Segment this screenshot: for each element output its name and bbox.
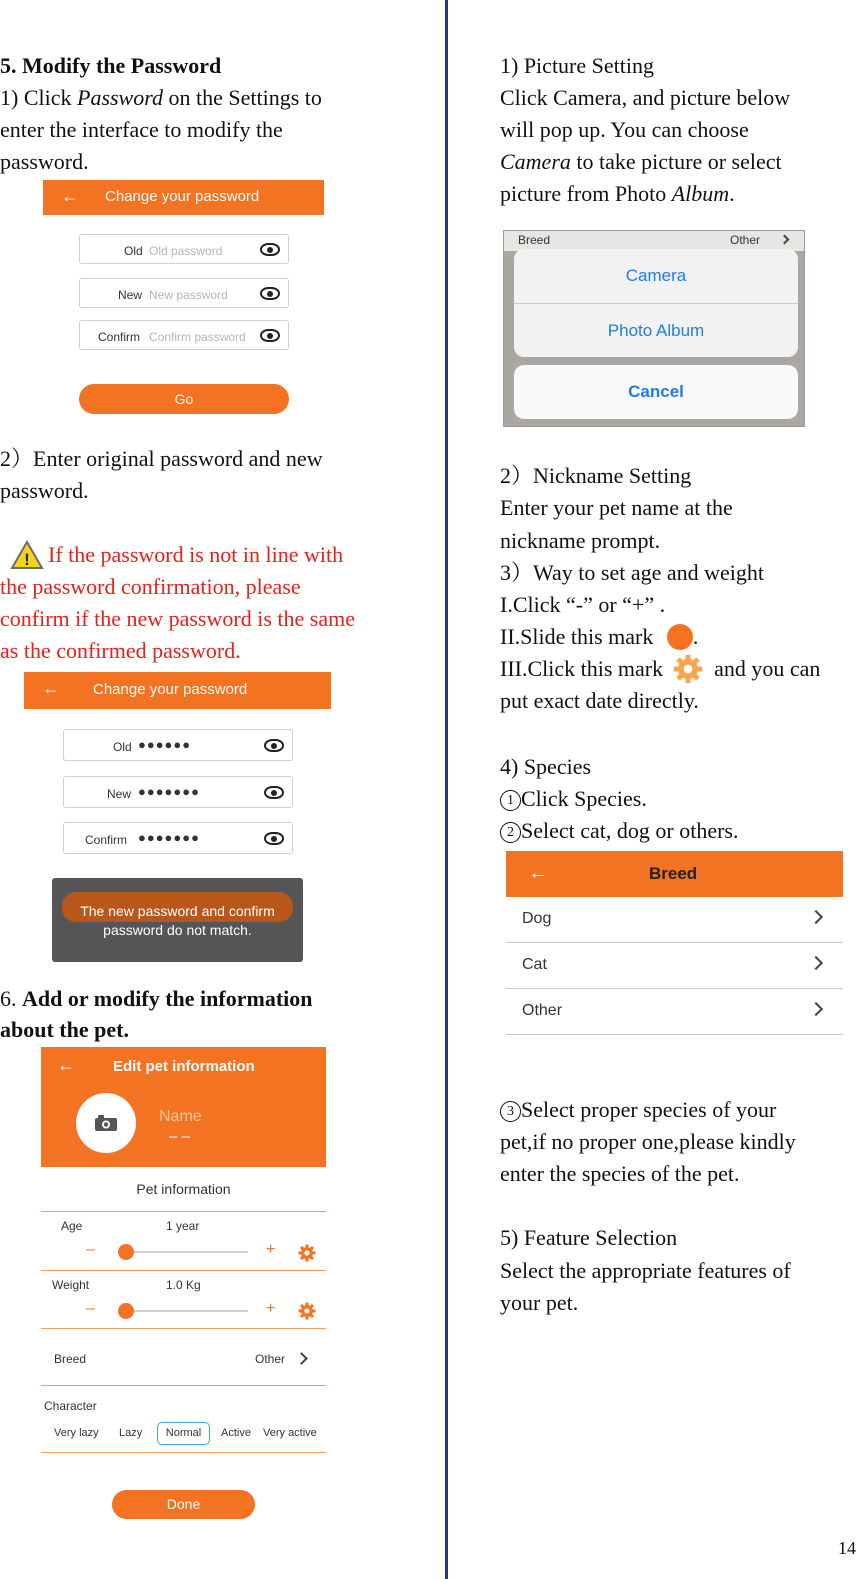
new-password-field[interactable] <box>63 776 293 808</box>
photo-action-sheet-screenshot <box>503 230 805 427</box>
warning-icon <box>10 540 44 570</box>
picture-setting-line-4: picture from Photo Album. <box>500 181 735 206</box>
photo-album-option[interactable]: Photo Album <box>607 321 705 340</box>
nickname-line-1: Enter your pet name at the <box>500 495 733 520</box>
eye-icon[interactable] <box>260 287 280 300</box>
back-arrow-icon[interactable]: ← <box>42 678 60 698</box>
chevron-right-icon <box>809 910 823 924</box>
background-breed-label: Breed <box>518 233 551 247</box>
age-weight-step-3-cont: put exact date directly. <box>500 688 699 713</box>
column-divider <box>445 0 448 1579</box>
page-number: 14 <box>838 1538 856 1558</box>
character-option-lazy[interactable]: Lazy <box>119 1427 143 1439</box>
gear-icon[interactable] <box>298 1302 316 1320</box>
field-label: New <box>118 288 143 302</box>
row-label: Other <box>522 1002 563 1019</box>
breed-value[interactable]: Other <box>255 1352 286 1366</box>
field-value: ●●●●●● <box>138 737 192 752</box>
edit-pet-header <box>41 1047 326 1167</box>
field-placeholder: Old password <box>149 244 223 258</box>
back-arrow-icon[interactable]: ← <box>57 1055 75 1075</box>
age-value: 1 year <box>166 1219 200 1233</box>
eye-icon[interactable] <box>264 786 284 799</box>
confirm-password-field[interactable] <box>63 822 293 854</box>
toast-line-1: The new password and confirm <box>80 903 275 919</box>
age-slider-thumb[interactable] <box>118 1244 134 1260</box>
gear-icon[interactable] <box>298 1244 316 1262</box>
breed-row-dog[interactable] <box>506 897 843 943</box>
eye-icon[interactable] <box>260 329 280 342</box>
divider <box>41 1328 326 1329</box>
field-label: Confirm <box>98 330 141 344</box>
sheet-options <box>514 249 798 357</box>
picture-setting-heading: 1) Picture Setting <box>500 53 654 78</box>
warning-line-2: the password confirmation, please <box>0 574 301 599</box>
age-weight-step-3: III.Click this mark and you can <box>500 653 820 685</box>
age-plus-button[interactable]: + <box>266 1241 276 1258</box>
row-label: Dog <box>522 910 552 927</box>
breed-label: Breed <box>54 1352 87 1366</box>
chevron-right-icon <box>780 235 790 245</box>
picture-setting-line-2: will pop up. You can choose <box>500 117 749 142</box>
divider <box>41 1385 326 1386</box>
header-title: Edit pet information <box>113 1058 255 1075</box>
change-password-header <box>43 180 324 215</box>
chevron-right-icon <box>295 1352 308 1365</box>
slider-mark-icon <box>667 624 693 650</box>
age-minus-button[interactable]: – <box>86 1241 95 1258</box>
weight-minus-button[interactable]: – <box>86 1300 95 1317</box>
pet-information-heading: Pet information <box>136 1181 231 1197</box>
header-title: Change your password <box>105 188 260 205</box>
field-label: Confirm <box>85 833 128 847</box>
feature-line-1: Select the appropriate features of <box>500 1258 791 1283</box>
chevron-right-icon <box>809 956 823 970</box>
character-option-very-lazy[interactable]: Very lazy <box>54 1427 99 1439</box>
feature-heading: 5) Feature Selection <box>500 1225 678 1250</box>
warning-line-1: If the password is not in line with <box>48 542 344 567</box>
picture-setting-line-3: Camera to take picture or select <box>500 149 782 174</box>
step-number: 1 <box>500 790 521 811</box>
feature-line-2: your pet. <box>500 1290 579 1315</box>
chevron-right-icon <box>809 1002 823 1016</box>
back-arrow-icon[interactable]: ← <box>61 186 79 206</box>
species-step-3-line-3: enter the species of the pet. <box>500 1161 740 1186</box>
field-label: Old <box>124 244 143 258</box>
old-password-field[interactable] <box>63 729 293 761</box>
field-label: Old <box>113 740 132 754</box>
field-placeholder: New password <box>149 288 228 302</box>
field-value: ●●●●●●● <box>138 830 200 845</box>
divider <box>41 1211 326 1212</box>
warning-line-4: as the confirmed password. <box>0 638 241 663</box>
character-label: Character <box>44 1399 97 1413</box>
character-option-normal[interactable]: Normal <box>157 1422 210 1445</box>
weight-slider-thumb[interactable] <box>118 1303 134 1319</box>
weight-slider-track[interactable] <box>118 1310 248 1312</box>
character-option-active[interactable]: Active <box>221 1427 251 1439</box>
picture-setting-line-1: Click Camera, and picture below <box>500 85 791 110</box>
nickname-heading: 2）Nickname Setting <box>500 463 692 488</box>
species-heading: 4) Species <box>500 754 592 779</box>
field-placeholder: Confirm password <box>149 330 246 344</box>
species-step-3: 3 Select proper species of your <box>500 1094 776 1126</box>
age-label: Age <box>61 1219 83 1233</box>
divider <box>41 1452 326 1453</box>
svg-text:!: ! <box>24 550 30 569</box>
header-title: Breed <box>649 864 698 883</box>
field-label: New <box>107 787 132 801</box>
species-step-2: 2 Select cat, dog or others. <box>500 815 739 847</box>
step-2-line-2: password. <box>0 478 89 503</box>
toast-line-2: password do not match. <box>103 922 252 938</box>
go-button[interactable]: Go <box>79 384 289 414</box>
header-title: Change your password <box>93 681 248 698</box>
section-5-heading: 5. Modify the Password <box>0 53 222 78</box>
step-1-line-1: 1) Click Password on the Settings to <box>0 85 322 110</box>
weight-value: 1.0 Kg <box>166 1278 201 1292</box>
age-slider-track[interactable] <box>118 1251 248 1253</box>
age-weight-heading: 3）Way to set age and weight <box>500 560 764 585</box>
divider <box>41 1270 326 1271</box>
old-password-field[interactable] <box>79 234 289 264</box>
step-1-line-2: enter the interface to modify the <box>0 117 283 142</box>
change-password-header <box>24 672 331 709</box>
species-step-1: 1 Click Species. <box>500 783 647 815</box>
age-weight-step-2: II.Slide this mark . <box>500 624 699 649</box>
warning-line-3: confirm if the new password is the same <box>0 606 355 631</box>
breed-header <box>506 851 843 897</box>
section-6-heading-line-1: 6. Add or modify the information <box>0 986 313 1011</box>
step-number: 3 <box>500 1101 521 1122</box>
mismatch-toast <box>52 878 303 962</box>
name-value[interactable]: – – <box>169 1128 190 1145</box>
sheet-background-row <box>504 231 805 251</box>
breed-row-other[interactable] <box>506 989 843 1035</box>
section-6-heading-line-2: about the pet. <box>0 1017 129 1042</box>
nickname-line-2: nickname prompt. <box>500 528 661 553</box>
weight-label: Weight <box>52 1278 90 1292</box>
new-password-field[interactable] <box>79 278 289 308</box>
background-breed-value: Other <box>730 233 761 247</box>
field-value: ●●●●●●● <box>138 784 200 799</box>
camera-icon <box>94 1114 118 1132</box>
cancel-button[interactable]: Cancel <box>514 365 798 419</box>
camera-option[interactable]: Camera <box>625 266 687 285</box>
eye-icon[interactable] <box>264 739 284 752</box>
step-1-line-3: password. <box>0 149 89 174</box>
weight-plus-button[interactable]: + <box>266 1300 276 1317</box>
pet-avatar[interactable] <box>76 1093 136 1153</box>
eye-icon[interactable] <box>264 832 284 845</box>
back-arrow-icon[interactable]: ← <box>528 862 548 884</box>
row-label: Cat <box>522 956 547 973</box>
species-step-3-line-2: pet,if no proper one,please kindly <box>500 1129 796 1154</box>
confirm-password-field[interactable] <box>79 320 289 350</box>
gear-mark-icon <box>673 654 703 684</box>
eye-icon[interactable] <box>260 243 280 256</box>
character-option-very-active[interactable]: Very active <box>263 1427 317 1439</box>
step-number: 2 <box>500 822 521 843</box>
name-label: Name <box>159 1108 202 1125</box>
done-button[interactable]: Done <box>112 1490 255 1519</box>
age-weight-step-1: I.Click “-” or “+” . <box>500 592 666 617</box>
breed-row-cat[interactable] <box>506 943 843 989</box>
step-2-line-1: 2）Enter original password and new <box>0 446 323 471</box>
